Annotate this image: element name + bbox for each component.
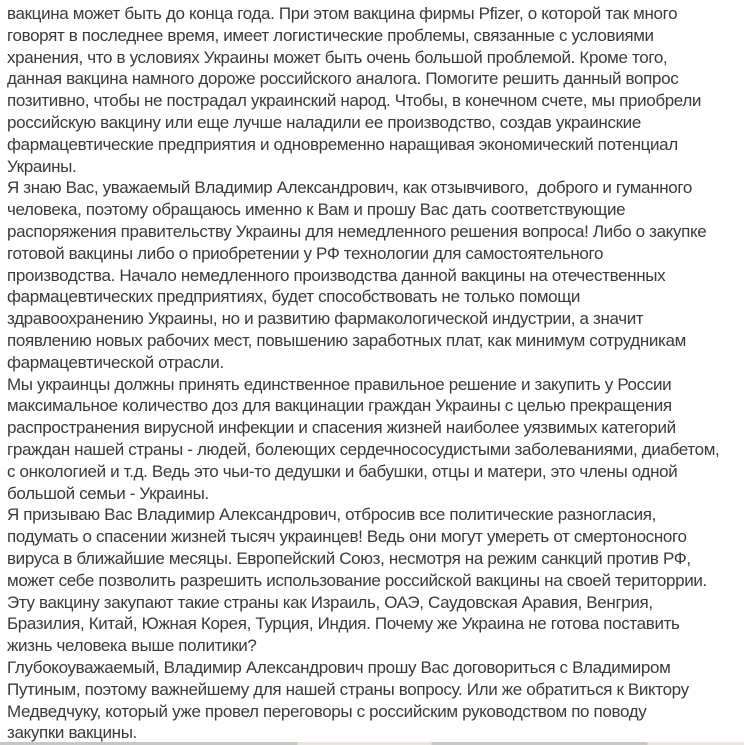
text-line: Я призываю Вас Владимир Александрович, отбросив все политические разногласия, bbox=[7, 505, 657, 525]
text-line: подумать о спасении жизней тысяч украинцев! Ведь они могут умереть от смертоносного bbox=[7, 527, 687, 547]
letter-paragraph-1 bbox=[7, 3, 740, 177]
text-line: вакцина может быть до конца года. При этом вакцина фирмы Pfizer, о которой так много bbox=[7, 4, 678, 23]
text-line: максимальное количество доз для вакцинации граждан Украины с целью прекращения bbox=[7, 396, 672, 416]
text-line: Я знаю Вас, уважаемый Владимир Александрович, как отзывчивого, доброго и гуманного bbox=[7, 178, 692, 198]
text-line: жизнь человека выше политики? bbox=[7, 636, 257, 656]
text-line: говорят в последнее время, имеет логистические проблемы, связанные с условиями bbox=[7, 25, 654, 45]
text-line: Мы украинцы должны принять единственное правильное решение и закупить у России bbox=[7, 374, 672, 394]
text-line: закупки вакцины. bbox=[7, 723, 137, 743]
text-line: данная вакцина намного дороже российского аналога. Помогите решить данный вопрос bbox=[7, 69, 679, 89]
text-line: позитивно, чтобы не пострадал украинский народ. Чтобы, в конечном счете, мы приобрели bbox=[7, 91, 702, 111]
letter-paragraph-5 bbox=[7, 657, 740, 744]
text-line: фармацевтической отрасли. bbox=[7, 352, 224, 372]
text-line: распространения вирусной инфекции и спасения жизней наиболее уязвимых категорий bbox=[7, 418, 676, 438]
text-line: с онкологией и т.д. Ведь это чьи-то дедушки и бабушки, отцы и матери, это члены одной bbox=[7, 461, 678, 481]
text-line: человека, поэтому обращаюсь именно к Вам и прошу Вас дать соответствующие bbox=[7, 200, 626, 220]
text-line: вируса в ближайшие месяцы. Европейский Союз, несмотря на режим санкций против РФ, bbox=[7, 548, 691, 568]
text-line: большой семьи - Украины. bbox=[7, 483, 209, 503]
text-line: граждан нашей страны - людей, болеющих сердечнососудистыми заболеваниями, диабетом, bbox=[7, 439, 720, 459]
text-line: Украины. bbox=[7, 156, 77, 176]
letter-paragraph-4 bbox=[7, 504, 740, 657]
text-line: фармацевтических предприятиях, будет способствовать не только помощи bbox=[7, 287, 581, 307]
text-line: распоряжения правительству Украины для немедленного решения вопроса! Либо о закупке bbox=[7, 221, 707, 241]
text-line: Эту вакцину закупают такие страны как Израиль, ОАЭ, Саудовская Аравия, Венгрия, bbox=[7, 592, 653, 612]
text-line: производства. Начало немедленного производства данной вакцины на отечественных bbox=[7, 265, 666, 285]
text-line: готовой вакцины либо о приобретении у РФ технологии для самостоятельного bbox=[7, 243, 604, 263]
text-line: фармацевтические предприятия и одновременно наращивая экономический потенциал bbox=[7, 134, 678, 154]
text-line: появлению новых рабочих мест, повышению заработных плат, как минимум сотрудникам bbox=[7, 330, 686, 350]
letter-paragraph-2 bbox=[7, 177, 740, 373]
text-line: российскую вакцину или еще лучше наладили ее производство, создав украинские bbox=[7, 112, 641, 132]
text-line: хранения, что в условиях Украины может быть очень большой проблемой. Кроме того, bbox=[7, 47, 668, 67]
text-line: Глубокоуважаемый, Владимир Александрович прошу Вас договориться с Владимиром bbox=[7, 657, 671, 677]
text-line: Бразилия, Китай, Южная Корея, Турция, Индия. Почему же Украина не готова поставить bbox=[7, 614, 680, 634]
text-line: Медведчуку, который уже провел переговоры с российским руководством по поводу bbox=[7, 701, 647, 721]
text-line: здравоохранению Украины, но и развитию фармакологической индустрии, а значит bbox=[7, 309, 644, 329]
text-line: Путиным, поэтому важнейшему для нашей страны вопросу. Или же обратиться к Виктору bbox=[7, 679, 689, 699]
letter-paragraph-3 bbox=[7, 374, 740, 505]
text-line: может себе позволить разрешить использование российской вакцины на своей територрии. bbox=[7, 570, 707, 590]
